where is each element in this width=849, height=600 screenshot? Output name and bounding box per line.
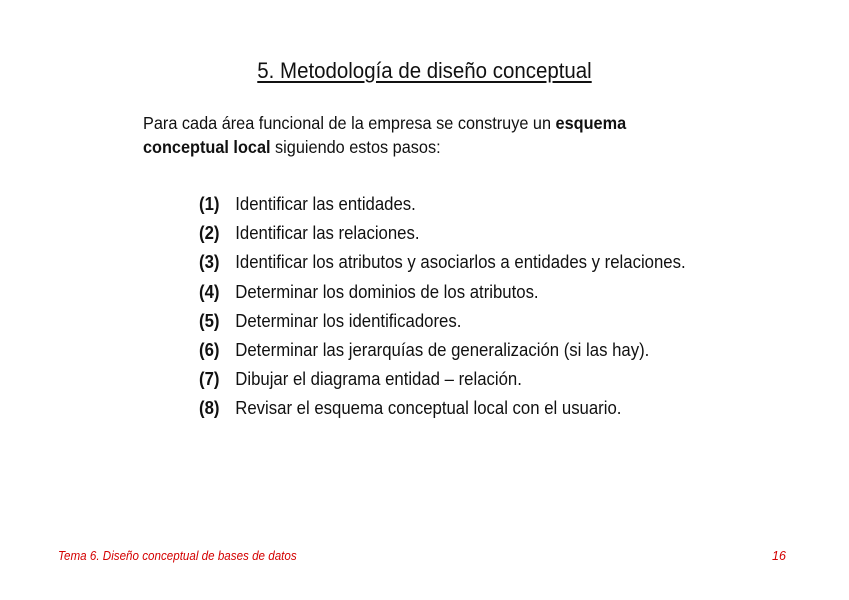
step-text: Identificar las relaciones. xyxy=(235,223,420,244)
step-number: (8) xyxy=(199,398,220,419)
step-text: Identificar las entidades. xyxy=(235,194,416,214)
step-item xyxy=(199,278,686,307)
step-number: (2) xyxy=(199,223,220,244)
step-item xyxy=(199,219,686,248)
slide-title: 5. Metodología de diseño conceptual xyxy=(257,58,592,83)
footer-page-number: 16 xyxy=(772,549,786,563)
steps-list xyxy=(199,190,686,424)
step-number: (7) xyxy=(199,369,220,390)
step-text: Revisar el esquema conceptual local con el usuario. xyxy=(235,398,622,419)
step-text: Dibujar el diagrama entidad – relación. xyxy=(235,369,522,390)
intro-paragraph xyxy=(143,111,664,159)
step-number: (1) xyxy=(199,194,220,214)
step-item xyxy=(199,190,686,219)
step-item xyxy=(199,336,686,365)
step-number: (3) xyxy=(199,252,220,273)
step-item xyxy=(199,365,686,394)
step-number: (6) xyxy=(199,339,220,360)
step-text: Determinar los identificadores. xyxy=(235,310,462,331)
step-item xyxy=(199,248,686,277)
intro-text-after: siguiendo estos pasos: xyxy=(270,137,441,157)
step-number: (5) xyxy=(199,310,220,331)
step-text: Identificar los atributos y asociarlos a entidades y relaciones. xyxy=(235,252,686,273)
intro-bold-term: esquema conceptual local xyxy=(143,113,627,157)
footer-course-title: Tema 6. Diseño conceptual de bases de datos xyxy=(58,549,297,563)
step-text: Determinar los dominios de los atributos. xyxy=(235,281,539,302)
step-item xyxy=(199,394,686,423)
step-number: (4) xyxy=(199,281,220,302)
step-item xyxy=(199,307,686,336)
step-text: Determinar las jerarquías de generalización (si las hay). xyxy=(235,339,650,360)
intro-text-before: Para cada área funcional de la empresa se construye un xyxy=(143,113,556,133)
